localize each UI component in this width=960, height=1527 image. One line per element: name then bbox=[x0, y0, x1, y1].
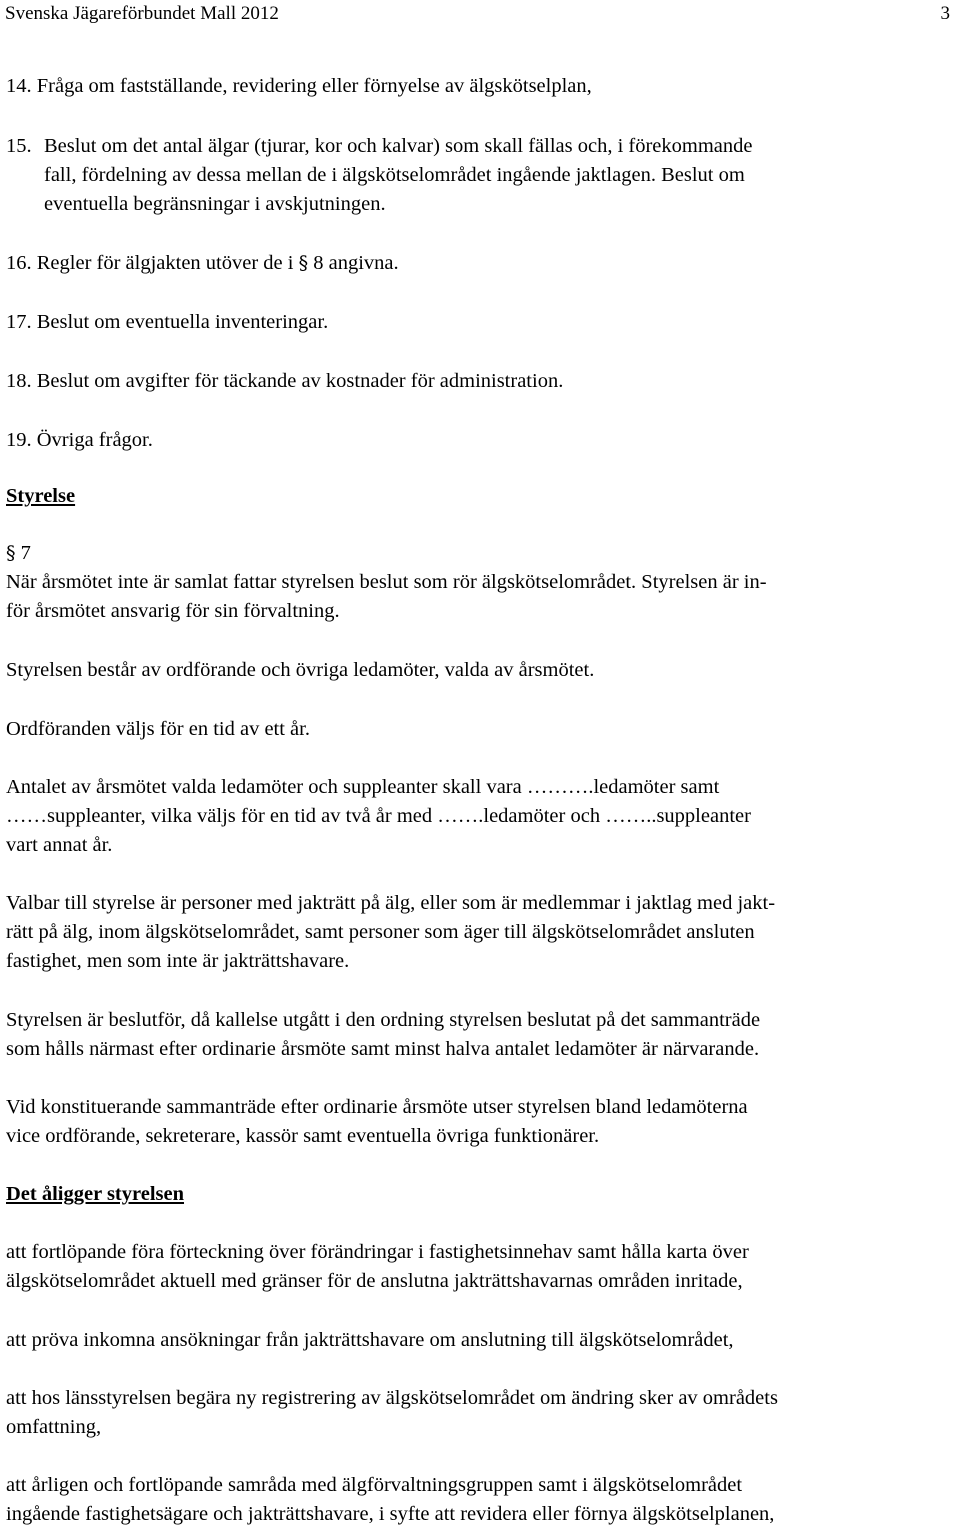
section-sign-icon: § bbox=[298, 252, 309, 274]
styrelse-p6-line1: Styrelsen är beslutför, då kallelse utgått i den ordning styrelsen beslutat på det sammanträde bbox=[6, 1009, 761, 1031]
list-item-16-post: 8 angivna. bbox=[308, 252, 399, 274]
styrelse-p4-line3: vart annat år. bbox=[6, 834, 113, 856]
header-title: Svenska Jägareförbundet Mall 2012 bbox=[5, 3, 279, 24]
list-item-18: 18. Beslut om avgifter för täckande av kostnader för administration. bbox=[6, 370, 564, 392]
duty-1-line2: älgskötselområdet aktuell med gränser för de anslutna jakträttshavarnas områden inritade, bbox=[6, 1270, 743, 1292]
styrelse-heading: Styrelse bbox=[6, 485, 76, 507]
styrelse-p4-line2: ……suppleanter, vilka väljs för en tid av två år med …….ledamöter och ……..suppleanter bbox=[6, 805, 751, 827]
styrelse-p2: Styrelsen består av ordförande och övriga ledamöter, valda av årsmötet. bbox=[6, 659, 595, 681]
list-item-15-text-2: fall, fördelning av dessa mellan de i älgskötselområdet ingående jaktlagen. Beslut om bbox=[44, 164, 745, 186]
list-item-15-number: 15. bbox=[6, 135, 32, 157]
page-number: 3 bbox=[940, 3, 950, 24]
section-7-heading bbox=[6, 541, 31, 565]
styrelse-p5-line2: rätt på älg, inom älgskötselområdet, samt personer som äger till älgskötselområdet ansluten bbox=[6, 921, 755, 943]
list-item-15-text-3: eventuella begränsningar i avskjutningen. bbox=[44, 193, 386, 215]
list-item-15-text-1: Beslut om det antal älgar (tjurar, kor och kalvar) som skall fällas och, i förekommande bbox=[44, 135, 753, 157]
duty-4-line2: ingående fastighetsägare och jakträttshavare, i syfte att revidera eller förnya älgskötselplanen, bbox=[6, 1503, 775, 1525]
list-item-17: 17. Beslut om eventuella inventeringar. bbox=[6, 311, 329, 333]
styrelse-p5-line1: Valbar till styrelse är personer med jakträtt på älg, eller som är medlemmar i jaktlag med jakt- bbox=[6, 892, 776, 914]
styrelse-p1-line1: När årsmötet inte är samlat fattar styrelsen beslut som rör älgskötselområdet. Styrelsen är in- bbox=[6, 571, 767, 593]
page-header bbox=[5, 2, 950, 26]
duty-1-line1: att fortlöpande föra förteckning över förändringar i fastighetsinnehav samt hålla karta över bbox=[6, 1241, 749, 1263]
duty-3-line2: omfattning, bbox=[6, 1416, 102, 1438]
section-sign-icon: § bbox=[6, 542, 16, 564]
list-item-15 bbox=[6, 134, 752, 158]
styrelse-p7-line1: Vid konstituerande sammanträde efter ordinarie årsmöte utser styrelsen bland ledamöterna bbox=[6, 1096, 748, 1118]
styrelse-p1-line2: för årsmötet ansvarig för sin förvaltning. bbox=[6, 600, 340, 622]
duties-heading: Det åligger styrelsen bbox=[6, 1183, 185, 1205]
styrelse-p4-line1: Antalet av årsmötet valda ledamöter och suppleanter skall vara ……….ledamöter samt bbox=[6, 776, 720, 798]
styrelse-p3: Ordföranden väljs för en tid av ett år. bbox=[6, 718, 310, 740]
section-number: 7 bbox=[15, 542, 31, 564]
list-item-16 bbox=[6, 251, 399, 275]
list-item-14: 14. Fråga om fastställande, revidering eller förnyelse av älgskötselplan, bbox=[6, 75, 592, 97]
list-item-19: 19. Övriga frågor. bbox=[6, 429, 153, 451]
styrelse-p5-line3: fastighet, men som inte är jakträttshavare. bbox=[6, 950, 350, 972]
styrelse-p7-line2: vice ordförande, sekreterare, kassör samt eventuella övriga funktionärer. bbox=[6, 1125, 600, 1147]
list-item-16-pre: 16. Regler för älgjakten utöver de i bbox=[6, 252, 294, 274]
duty-2: att pröva inkomna ansökningar från jakträttshavare om anslutning till älgskötselområdet, bbox=[6, 1329, 734, 1351]
duty-3-line1: att hos länsstyrelsen begära ny registrering av älgskötselområdet om ändring sker av områdets bbox=[6, 1387, 778, 1409]
duty-4-line1: att årligen och fortlöpande samråda med älgförvaltningsgruppen samt i älgskötselområdet bbox=[6, 1474, 743, 1496]
styrelse-p6-line2: som hålls närmast efter ordinarie årsmöte samt minst halva antalet ledamöter är närvarande. bbox=[6, 1038, 760, 1060]
